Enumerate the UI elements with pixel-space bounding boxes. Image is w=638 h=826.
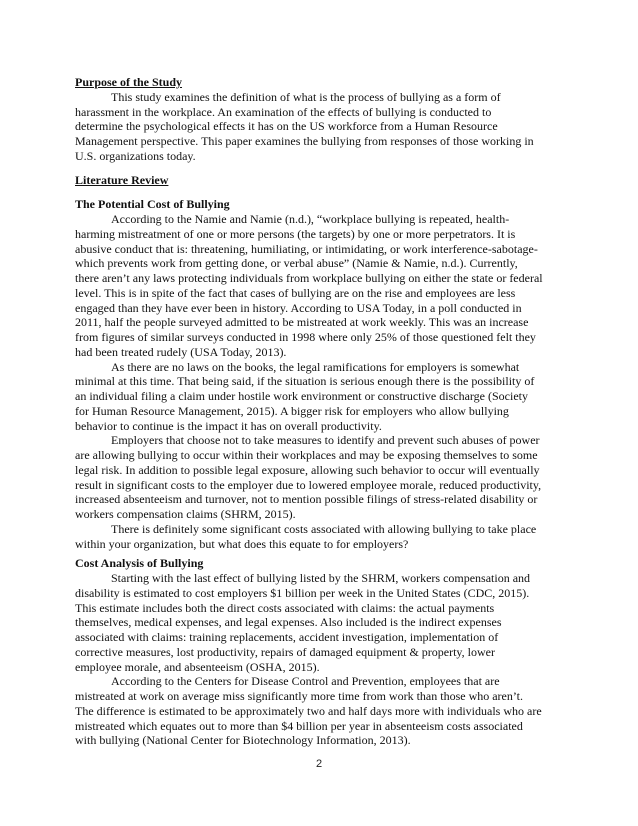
body-line: The difference is estimated to be approximately two and half days more with individuals who are [75,703,542,718]
page-number: 2 [315,758,323,770]
purpose-line: This study examines the definition of what is the process of bullying as a form of [111,89,501,104]
body-line: employee morale, and absenteeism (OSHA, 2015). [75,659,320,674]
body-line: corrective measures, lost productivity, repairs of damaged equipment & property, lower [75,644,495,659]
body-line: Employers that choose not to take measures to identify and prevent such abuses of power [111,433,540,448]
body-line: behavior to continue is the impact it has on overall productivity. [75,418,382,433]
body-line: mistreated which equates out to more than $4 billion per year in absenteeism costs associated [75,718,523,733]
body-line: Starting with the last effect of bullying listed by the SHRM, workers compensation and [111,571,531,585]
body-line: legal risk. In addition to possible legal exposure, allowing such behavior to occur will eventually [75,462,540,477]
body-line: minimal at this time. That being said, if the situation is serious enough there is the possibility of [75,374,535,389]
body-line: disability is estimated to cost employers $1 billion per week in the United States (CDC, 2015). [75,585,530,600]
body-line: for Human Resource Management, 2015). A bigger risk for employers who allow bullying [75,403,509,418]
body-line: This estimate includes both the direct costs associated with claims: the actual payments [75,600,495,615]
body-line: with bullying (National Center for Biotechnology Information, 2013). [75,733,411,748]
potential-cost-heading: The Potential Cost of Bullying [75,197,230,212]
literature-review-heading: Literature Review [75,173,169,187]
body-line: abusive conduct that is: threatening, humiliating, or intimidating, or work interference-sabotage- [75,241,538,256]
body-line: there aren’t any laws protecting individuals from workplace bullying on either the state or federal [75,271,543,285]
body-line: According to the Centers for Disease Control and Prevention, employees that are [111,674,500,689]
cost-analysis-heading: Cost Analysis of Bullying [75,556,204,571]
body-line: result in significant costs to the employer due to lowered employee morale, reduced productivity, [75,477,542,492]
body-line: an individual filing a claim under hostile work environment or constructive discharge (Society [75,389,528,403]
body-line: associated with claims: training replacements, accident investigation, implementation of [75,630,499,644]
body-line: increased absenteeism and turnover, not to mention possible filings of stress-related disability or [75,492,538,507]
body-line: 2011, half the people surveyed admitted to be mistreated at work weekly. This was an increase [75,315,529,330]
body-line: According to the Namie and Namie (n.d.), “workplace bullying is repeated, health- [111,212,510,226]
purpose-line: determine the psychological effects it has on the US workforce from a Human Resource [75,119,498,134]
body-line: from figures of similar surveys conducted in 1998 where only 25% of those questioned felt they [75,330,536,344]
purpose-line: harassment in the workplace. An examination of the effects of bullying is conducted to [75,104,492,119]
purpose-line: Management perspective. This paper examines the bullying from responses of those working in [75,134,534,148]
body-line: As there are no laws on the books, the legal ramifications for employers is somewhat [111,359,520,374]
body-line: which prevents work from getting done, or verbal abuse” (Namie & Namie, n.d.). Currently, [75,256,518,271]
body-line: within your organization, but what does this equate to for employers? [75,536,409,551]
page-body [75,75,557,748]
purpose-line: U.S. organizations today. [75,148,196,163]
body-line: themselves, medical expenses, and legal expenses. Also included is the indirect expenses [75,615,502,630]
body-line: had been treated rudely (USA Today, 2013). [75,344,287,359]
body-line: engaged than they have ever been in history. According to USA Today, in a poll conducted in [75,300,522,315]
body-line: level. This is in spite of the fact that cases of bullying are on the rise and employees are less [75,285,516,300]
body-line: workers compensation claims (SHRM, 2015). [75,507,296,521]
purpose-heading: Purpose of the Study [75,75,183,89]
body-line: harming mistreatment of one or more persons (the targets) by one or more perpetrators. It is [75,226,516,241]
body-line: are allowing bullying to occur within their workplaces and may be exposing themselves to some [75,448,538,462]
body-line: There is definitely some significant costs associated with allowing bullying to take place [111,521,537,536]
body-line: mistreated at work on average miss significantly more time from work than those who aren’t. [75,689,523,703]
